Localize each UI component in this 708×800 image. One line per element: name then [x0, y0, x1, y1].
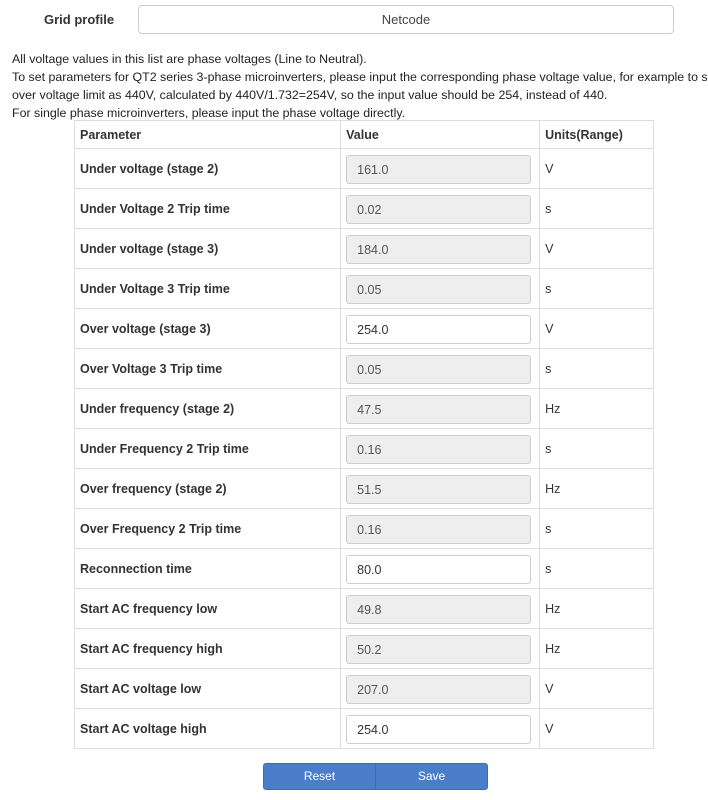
- parameter-value-input[interactable]: [346, 395, 531, 424]
- table-row: [75, 589, 654, 629]
- unit-label: Hz: [540, 389, 654, 429]
- table-row: [75, 549, 654, 589]
- header-value: Value: [341, 121, 540, 149]
- parameter-value-input[interactable]: [346, 195, 531, 224]
- table-row: [75, 469, 654, 509]
- header-parameter: Parameter: [75, 121, 341, 149]
- unit-label: s: [540, 429, 654, 469]
- parameter-value-input[interactable]: [346, 515, 531, 544]
- parameter-value-input[interactable]: [346, 355, 531, 384]
- parameter-name: Under Voltage 2 Trip time: [75, 189, 341, 229]
- save-button[interactable]: Save: [375, 763, 488, 790]
- value-cell: [341, 309, 540, 349]
- value-cell: [341, 509, 540, 549]
- header-units: Units(Range): [540, 121, 654, 149]
- parameter-value-input[interactable]: [346, 635, 531, 664]
- parameter-name: Over Frequency 2 Trip time: [75, 509, 341, 549]
- unit-label: V: [540, 229, 654, 269]
- parameter-name: Over frequency (stage 2): [75, 469, 341, 509]
- unit-label: V: [540, 149, 654, 189]
- parameter-value-input[interactable]: [346, 475, 531, 504]
- value-cell: [341, 349, 540, 389]
- parameter-name: Reconnection time: [75, 549, 341, 589]
- button-group: [263, 763, 488, 790]
- table-row: [75, 349, 654, 389]
- parameter-name: Start AC voltage low: [75, 669, 341, 709]
- parameter-name: Under voltage (stage 3): [75, 229, 341, 269]
- table-header-row: [75, 121, 654, 149]
- table-row: [75, 229, 654, 269]
- table-row: [75, 149, 654, 189]
- parameter-value-input[interactable]: [346, 315, 531, 344]
- grid-profile-select[interactable]: Netcode: [138, 5, 674, 34]
- table-body: [75, 149, 654, 749]
- unit-label: V: [540, 669, 654, 709]
- value-cell: [341, 589, 540, 629]
- parameter-name: Under Voltage 3 Trip time: [75, 269, 341, 309]
- parameter-value-input[interactable]: [346, 155, 531, 184]
- parameter-name: Start AC frequency high: [75, 629, 341, 669]
- value-cell: [341, 189, 540, 229]
- table-row: [75, 389, 654, 429]
- parameter-value-input[interactable]: [346, 235, 531, 264]
- value-cell: [341, 269, 540, 309]
- unit-label: s: [540, 269, 654, 309]
- note-line: All voltage values in this list are phase voltages (Line to Neutral).: [12, 52, 367, 66]
- note-line: For single phase microinverters, please input the phase voltage directly.: [12, 106, 406, 120]
- grid-profile-label: Grid profile: [44, 12, 115, 27]
- table-row: [75, 709, 654, 749]
- parameters-table: [74, 120, 654, 749]
- unit-label: s: [540, 509, 654, 549]
- note-line: To set parameters for QT2 series 3-phase microinverters, please input the corresponding phase voltage value, for example to s: [12, 70, 708, 84]
- parameter-value-input[interactable]: [346, 275, 531, 304]
- parameter-value-input[interactable]: [346, 595, 531, 624]
- table-row: [75, 269, 654, 309]
- value-cell: [341, 629, 540, 669]
- unit-label: Hz: [540, 469, 654, 509]
- parameter-name: Under frequency (stage 2): [75, 389, 341, 429]
- table-row: [75, 309, 654, 349]
- table-row: [75, 189, 654, 229]
- voltage-notes: [12, 50, 708, 122]
- value-cell: [341, 149, 540, 189]
- unit-label: s: [540, 349, 654, 389]
- unit-label: Hz: [540, 629, 654, 669]
- value-cell: [341, 389, 540, 429]
- unit-label: V: [540, 709, 654, 749]
- table-row: [75, 429, 654, 469]
- value-cell: [341, 429, 540, 469]
- unit-label: s: [540, 189, 654, 229]
- table-row: [75, 669, 654, 709]
- note-line: over voltage limit as 440V, calculated by 440V/1.732=254V, so the input value should be 254, instead of 440.: [12, 88, 608, 102]
- value-cell: [341, 229, 540, 269]
- reset-button[interactable]: Reset: [263, 763, 376, 790]
- unit-label: s: [540, 549, 654, 589]
- parameter-value-input[interactable]: [346, 675, 531, 704]
- table-row: [75, 509, 654, 549]
- table-row: [75, 629, 654, 669]
- value-cell: [341, 709, 540, 749]
- parameter-value-input[interactable]: [346, 715, 531, 744]
- parameter-value-input[interactable]: [346, 555, 531, 584]
- unit-label: V: [540, 309, 654, 349]
- value-cell: [341, 469, 540, 509]
- parameter-name: Under Frequency 2 Trip time: [75, 429, 341, 469]
- parameter-name: Start AC frequency low: [75, 589, 341, 629]
- value-cell: [341, 669, 540, 709]
- parameter-name: Start AC voltage high: [75, 709, 341, 749]
- value-cell: [341, 549, 540, 589]
- unit-label: Hz: [540, 589, 654, 629]
- parameter-name: Over voltage (stage 3): [75, 309, 341, 349]
- parameter-name: Over Voltage 3 Trip time: [75, 349, 341, 389]
- parameter-value-input[interactable]: [346, 435, 531, 464]
- grid-profile-row: [0, 0, 708, 42]
- parameter-name: Under voltage (stage 2): [75, 149, 341, 189]
